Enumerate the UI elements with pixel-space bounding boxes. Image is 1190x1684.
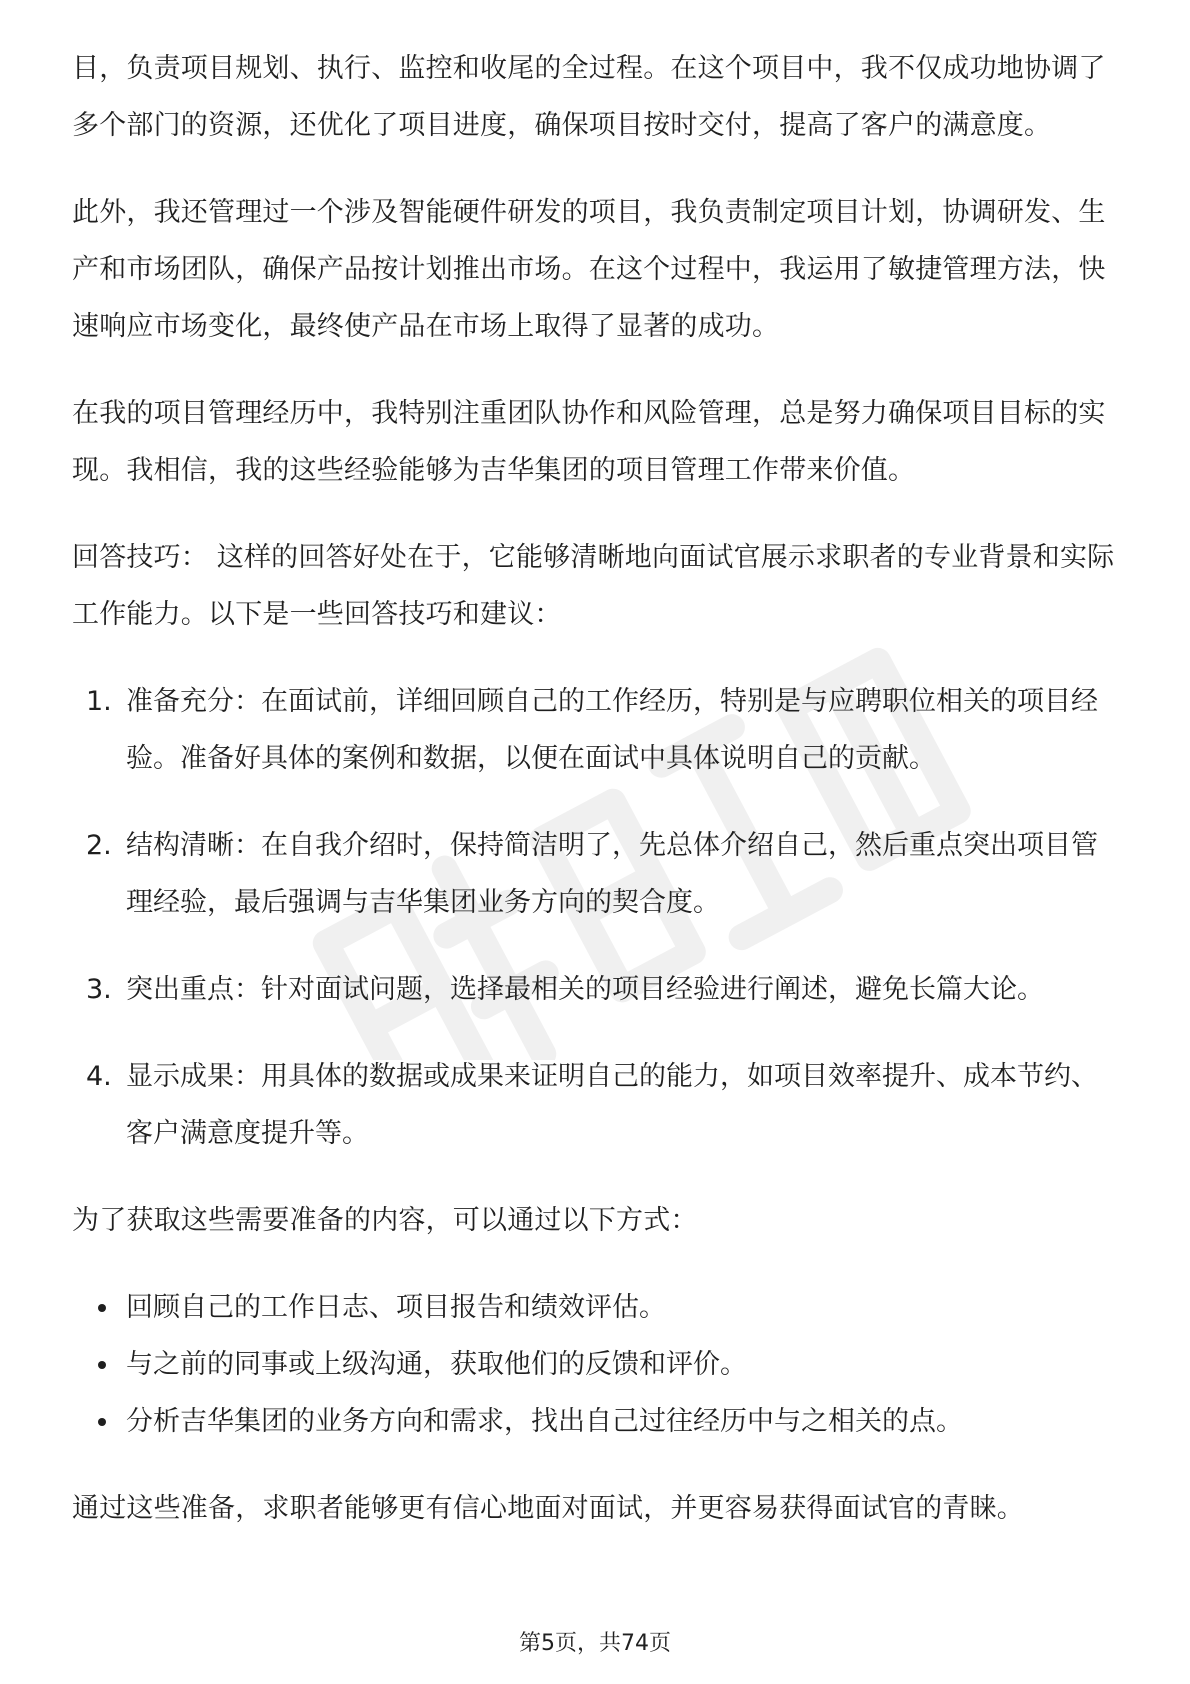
bullet-icon — [98, 1304, 106, 1312]
list-item-text: 结构清晰：在自我介绍时，保持简洁明了，先总体介绍自己，然后重点突出项目管理经验，最后强调与吉华集团业务方向的契合度。 — [126, 830, 1098, 918]
list-item-text: 回顾自己的工作日志、项目报告和绩效评估。 — [126, 1292, 666, 1323]
list-item-text: 分析吉华集团的业务方向和需求，找出自己过往经历中与之相关的点。 — [126, 1406, 963, 1437]
list-item — [72, 961, 1122, 1018]
list-item-text: 准备充分：在面试前，详细回顾自己的工作经历，特别是与应聘职位相关的项目经验。准备好具体的案例和数据，以便在面试中具体说明自己的贡献。 — [126, 686, 1098, 774]
paragraph-answer-tips: 回答技巧： 这样的回答好处在于，它能够清晰地向面试官展示求职者的专业背景和实际工作能力。以下是一些回答技巧和建议： — [72, 542, 1115, 630]
list-number: 3. — [86, 974, 112, 1005]
ways-list — [72, 1279, 1122, 1450]
paragraph-teamwork: 在我的项目管理经历中，我特别注重团队协作和风险管理，总是努力确保项目目标的实现。我相信，我的这些经验能够为吉华集团的项目管理工作带来价值。 — [72, 398, 1106, 486]
list-item-text: 显示成果：用具体的数据或成果来证明自己的能力，如项目效率提升、成本节约、客户满意度提升等。 — [126, 1061, 1098, 1149]
list-number: 2. — [86, 830, 112, 861]
list-number: 4. — [86, 1061, 112, 1092]
page-number: 第5页，共74页 — [519, 1631, 671, 1656]
list-item — [72, 1336, 1122, 1393]
list-item — [72, 1279, 1122, 1336]
list-item-text: 与之前的同事或上级沟通，获取他们的反馈和评价。 — [126, 1349, 747, 1380]
bullet-icon — [98, 1361, 106, 1369]
list-item — [72, 673, 1122, 787]
list-item — [72, 817, 1122, 931]
paragraph-project-experience: 目，负责项目规划、执行、监控和收尾的全过程。在这个项目中，我不仅成功地协调了多个部门的资源，还优化了项目进度，确保项目按时交付，提高了客户的满意度。 — [72, 53, 1106, 141]
list-number: 1. — [86, 686, 112, 717]
list-item — [72, 1048, 1122, 1162]
list-item — [72, 1393, 1122, 1450]
list-item-text: 突出重点：针对面试问题，选择最相关的项目经验进行阐述，避免长篇大论。 — [126, 974, 1044, 1005]
paragraph-closing: 通过这些准备，求职者能够更有信心地面对面试，并更容易获得面试官的青睐。 — [72, 1493, 1024, 1524]
main-content — [72, 40, 1122, 1567]
paragraph-ways-intro: 为了获取这些需要准备的内容，可以通过以下方式： — [72, 1205, 698, 1236]
paragraph-hardware-project: 此外，我还管理过一个涉及智能硬件研发的项目，我负责制定项目计划，协调研发、生产和市场团队，确保产品按计划推出市场。在这个过程中，我运用了敏捷管理方法，快速响应市场变化，最终使产品在市场上取得了显著的成功。 — [72, 197, 1106, 342]
bullet-icon — [98, 1418, 106, 1426]
tips-list — [72, 673, 1122, 1162]
